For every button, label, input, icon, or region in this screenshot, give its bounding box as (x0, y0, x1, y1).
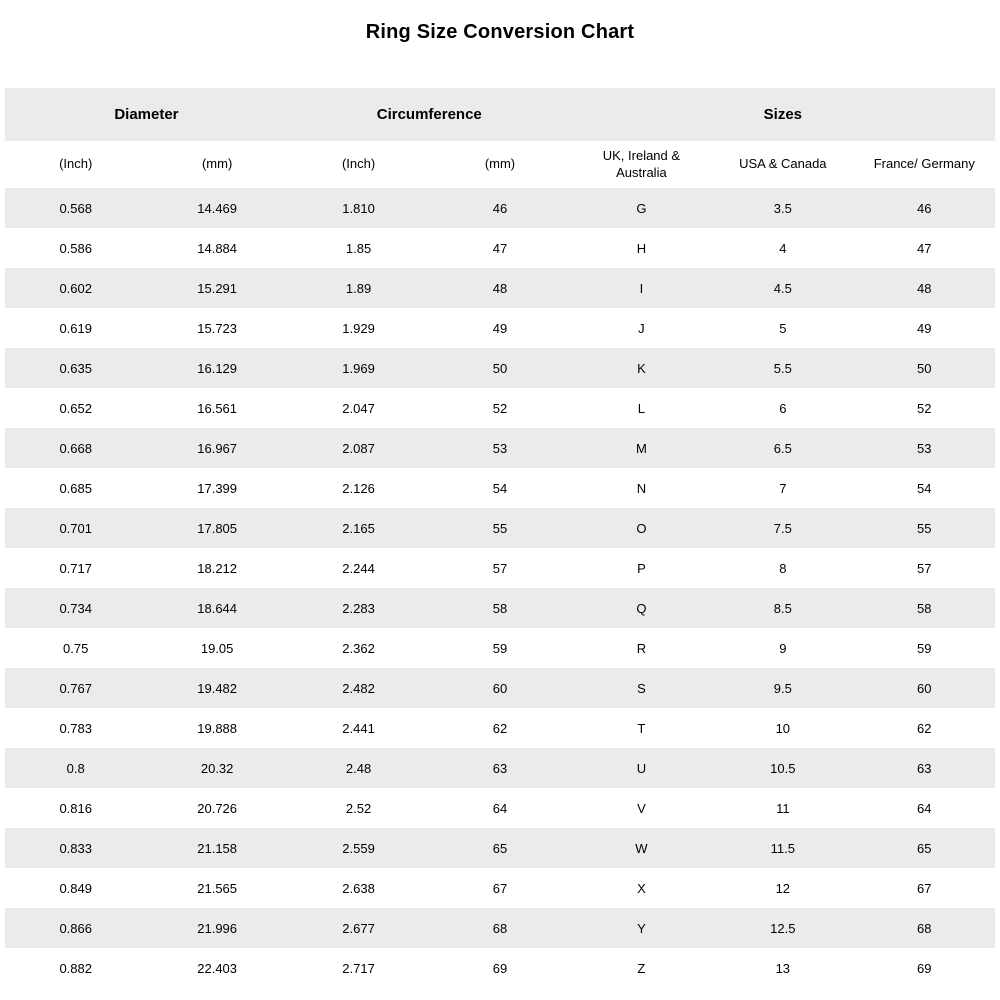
table-cell: 19.482 (146, 668, 287, 708)
table-cell: W (571, 828, 712, 868)
table-cell: 0.586 (5, 228, 146, 268)
table-cell: 47 (429, 228, 570, 268)
table-cell: 12.5 (712, 908, 853, 948)
table-cell: 6 (712, 388, 853, 428)
table-cell: N (571, 468, 712, 508)
table-cell: 53 (429, 428, 570, 468)
table-body (5, 188, 995, 988)
table-cell: 49 (854, 308, 995, 348)
table-cell: U (571, 748, 712, 788)
table-cell: G (571, 188, 712, 228)
table-cell: 2.559 (288, 828, 429, 868)
table-cell: R (571, 628, 712, 668)
ring-size-conversion-table (5, 88, 995, 988)
table-cell: 62 (854, 708, 995, 748)
table-cell: L (571, 388, 712, 428)
column-header-diameter-mm: (mm) (146, 141, 287, 188)
table-cell: 1.89 (288, 268, 429, 308)
table-cell: 63 (429, 748, 570, 788)
table-cell: 55 (429, 508, 570, 548)
table-cell: Y (571, 908, 712, 948)
table-cell: 68 (429, 908, 570, 948)
table-cell: 52 (854, 388, 995, 428)
table-cell: 16.561 (146, 388, 287, 428)
table-cell: 63 (854, 748, 995, 788)
table-cell: 15.291 (146, 268, 287, 308)
table-cell: 13 (712, 948, 853, 988)
table-cell: 20.726 (146, 788, 287, 828)
table-row (5, 748, 995, 788)
table-row (5, 628, 995, 668)
table-cell: 54 (429, 468, 570, 508)
table-cell: 0.734 (5, 588, 146, 628)
table-cell: T (571, 708, 712, 748)
table-cell: 0.717 (5, 548, 146, 588)
table-cell: 15.723 (146, 308, 287, 348)
table-cell: 7 (712, 468, 853, 508)
table-row (5, 508, 995, 548)
table-cell: 2.362 (288, 628, 429, 668)
table-cell: 48 (429, 268, 570, 308)
table-cell: 22.403 (146, 948, 287, 988)
table-cell: I (571, 268, 712, 308)
table-cell: V (571, 788, 712, 828)
table-row (5, 548, 995, 588)
table-cell: 2.717 (288, 948, 429, 988)
table-row (5, 428, 995, 468)
table-cell: 0.833 (5, 828, 146, 868)
table-cell: 54 (854, 468, 995, 508)
table-cell: X (571, 868, 712, 908)
table-cell: S (571, 668, 712, 708)
table-row (5, 788, 995, 828)
table-cell: 2.283 (288, 588, 429, 628)
column-header-france-germany: France/ Germany (854, 141, 995, 188)
table-cell: Q (571, 588, 712, 628)
table-cell: 5 (712, 308, 853, 348)
table-cell: 2.48 (288, 748, 429, 788)
table-cell: 64 (429, 788, 570, 828)
table-cell: 11.5 (712, 828, 853, 868)
table-cell: 0.767 (5, 668, 146, 708)
table-row (5, 228, 995, 268)
table-cell: 0.816 (5, 788, 146, 828)
table-cell: 17.805 (146, 508, 287, 548)
table-cell: 17.399 (146, 468, 287, 508)
table-cell: 67 (429, 868, 570, 908)
table-cell: 50 (854, 348, 995, 388)
table-cell: 18.212 (146, 548, 287, 588)
table-cell: 16.967 (146, 428, 287, 468)
table-cell: 9 (712, 628, 853, 668)
group-header-circumference: Circumference (288, 88, 571, 141)
table-row (5, 188, 995, 228)
table-cell: 2.677 (288, 908, 429, 948)
table-cell: K (571, 348, 712, 388)
table-cell: 57 (854, 548, 995, 588)
table-cell: 57 (429, 548, 570, 588)
table-cell: 10.5 (712, 748, 853, 788)
table-cell: 21.158 (146, 828, 287, 868)
column-header-usa-canada: USA & Canada (712, 141, 853, 188)
page-title: Ring Size Conversion Chart (365, 21, 635, 43)
table-cell: 58 (429, 588, 570, 628)
table-cell: 3.5 (712, 188, 853, 228)
group-header-diameter: Diameter (5, 88, 288, 141)
table-cell: 0.783 (5, 708, 146, 748)
table-cell: 0.701 (5, 508, 146, 548)
table-cell: 7.5 (712, 508, 853, 548)
table-cell: 46 (429, 188, 570, 228)
table-cell: 0.866 (5, 908, 146, 948)
table-cell: 50 (429, 348, 570, 388)
table-row (5, 948, 995, 988)
table-cell: O (571, 508, 712, 548)
table-cell: 0.882 (5, 948, 146, 988)
table-cell: 0.635 (5, 348, 146, 388)
table-cell: 20.32 (146, 748, 287, 788)
table-cell: 0.849 (5, 868, 146, 908)
table-cell: 62 (429, 708, 570, 748)
table-cell: 0.602 (5, 268, 146, 308)
table-cell: 49 (429, 308, 570, 348)
table-cell: 46 (854, 188, 995, 228)
table-row (5, 708, 995, 748)
table-cell: 65 (429, 828, 570, 868)
table-row (5, 588, 995, 628)
table-cell: M (571, 428, 712, 468)
table-cell: 2.441 (288, 708, 429, 748)
table-row (5, 908, 995, 948)
column-header-circumference-mm: (mm) (429, 141, 570, 188)
column-header-uk-ireland-australia: UK, Ireland & Australia (571, 141, 712, 188)
table-cell: 53 (854, 428, 995, 468)
table-row (5, 868, 995, 908)
table-row (5, 828, 995, 868)
table-cell: P (571, 548, 712, 588)
table-cell: 69 (429, 948, 570, 988)
table-cell: 58 (854, 588, 995, 628)
table-cell: 8.5 (712, 588, 853, 628)
table-cell: Z (571, 948, 712, 988)
table-cell: 2.52 (288, 788, 429, 828)
table-cell: 0.8 (5, 748, 146, 788)
table-cell: 0.685 (5, 468, 146, 508)
table-row (5, 308, 995, 348)
table-cell: 47 (854, 228, 995, 268)
table-cell: 18.644 (146, 588, 287, 628)
table-cell: 0.619 (5, 308, 146, 348)
table-cell: 10 (712, 708, 853, 748)
table-header (5, 88, 995, 188)
table-cell: 19.05 (146, 628, 287, 668)
table-cell: 0.668 (5, 428, 146, 468)
table-cell: 4 (712, 228, 853, 268)
table-cell: 2.165 (288, 508, 429, 548)
table-cell: 8 (712, 548, 853, 588)
table-row (5, 468, 995, 508)
table-cell: 16.129 (146, 348, 287, 388)
table-cell: 12 (712, 868, 853, 908)
table-cell: 60 (429, 668, 570, 708)
table-cell: 0.568 (5, 188, 146, 228)
table-cell: 52 (429, 388, 570, 428)
group-header-row (5, 88, 995, 141)
table-cell: 2.047 (288, 388, 429, 428)
table-cell: 1.969 (288, 348, 429, 388)
table-cell: 5.5 (712, 348, 853, 388)
table-row (5, 668, 995, 708)
table-cell: 1.929 (288, 308, 429, 348)
table-cell: 2.126 (288, 468, 429, 508)
table-cell: 64 (854, 788, 995, 828)
table-cell: 60 (854, 668, 995, 708)
table-cell: 2.482 (288, 668, 429, 708)
table-cell: 0.75 (5, 628, 146, 668)
table-cell: 2.087 (288, 428, 429, 468)
table-cell: 59 (429, 628, 570, 668)
table-row (5, 348, 995, 388)
table-cell: 1.85 (288, 228, 429, 268)
table-cell: 67 (854, 868, 995, 908)
table-row (5, 388, 995, 428)
column-header-diameter-inch: (Inch) (5, 141, 146, 188)
group-header-sizes: Sizes (571, 88, 995, 141)
sub-header-row (5, 141, 995, 188)
table-cell: 21.565 (146, 868, 287, 908)
table-cell: H (571, 228, 712, 268)
table-cell: 59 (854, 628, 995, 668)
table-cell: 11 (712, 788, 853, 828)
table-cell: 55 (854, 508, 995, 548)
table-cell: 69 (854, 948, 995, 988)
table-cell: 6.5 (712, 428, 853, 468)
table-cell: 4.5 (712, 268, 853, 308)
table-row (5, 268, 995, 308)
column-header-circumference-inch: (Inch) (288, 141, 429, 188)
table-cell: 14.469 (146, 188, 287, 228)
table-cell: 48 (854, 268, 995, 308)
table-cell: 19.888 (146, 708, 287, 748)
table-cell: 68 (854, 908, 995, 948)
table-cell: 14.884 (146, 228, 287, 268)
table-cell: 2.244 (288, 548, 429, 588)
table-cell: 9.5 (712, 668, 853, 708)
table-cell: 2.638 (288, 868, 429, 908)
table-cell: J (571, 308, 712, 348)
table-cell: 21.996 (146, 908, 287, 948)
table-cell: 1.810 (288, 188, 429, 228)
table-cell: 0.652 (5, 388, 146, 428)
table-cell: 65 (854, 828, 995, 868)
